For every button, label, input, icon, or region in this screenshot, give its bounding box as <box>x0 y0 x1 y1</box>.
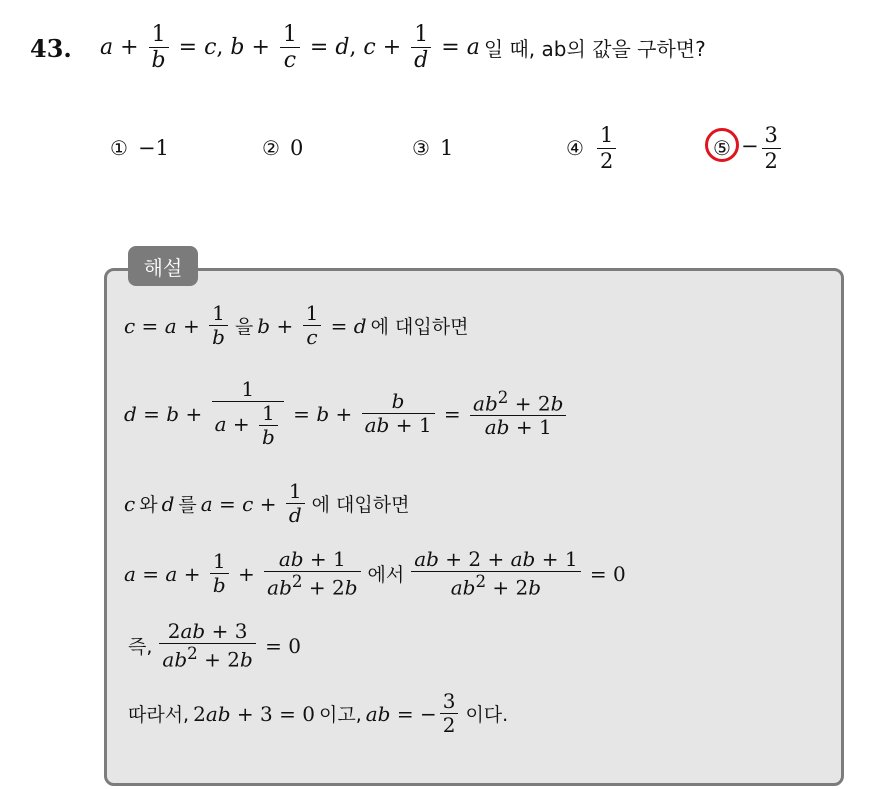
choice-2-mark: ② <box>262 136 280 160</box>
choice-4-value: $\frac{1}{2}$ <box>597 123 616 172</box>
choice-3-value: 1 <box>439 136 454 160</box>
choice-1-mark: ① <box>110 136 128 160</box>
solution-line-1: c = a + $\frac{1}{b}$ 을 b + $\frac{1}{c}$ = d 에 대입하면 <box>124 301 469 349</box>
choice-3-mark: ③ <box>412 136 430 160</box>
question-number: 43. <box>30 34 72 63</box>
question <box>30 22 870 82</box>
choice-5[interactable] <box>713 118 784 178</box>
choice-3[interactable] <box>412 118 453 178</box>
choice-5-value: − $\frac{3}{2}$ <box>741 123 784 172</box>
selected-answer-circle <box>705 128 739 162</box>
choice-4-mark: ④ <box>566 136 584 160</box>
solution-tag: 해설 <box>128 246 198 286</box>
choice-5-mark: ⑤ <box>713 136 731 160</box>
solution-line-5: 즉, $\frac{2ab + 3}{ab^2 + 2b}$ = 0 <box>128 619 301 672</box>
choice-2[interactable] <box>262 118 303 178</box>
solution-line-6: 따라서, 2 ab + 3 = 0 이고, ab = − $\frac{3}{2}$ 이다. <box>128 689 509 737</box>
choice-4[interactable] <box>566 118 619 178</box>
solution-line-4: a = a + $\frac{1}{b}$ + $\frac{ab + 1}{ab^2 + 2b}$ 에서 $\frac{ab + 2 + ab + 1}{ab^2 + 2b}$ = 0 <box>124 547 626 600</box>
solution-line-3: c 와 d 를 a = c + $\frac{1}{d}$ 에 대입하면 <box>124 479 410 527</box>
solution-content <box>124 290 824 770</box>
question-stem: a + $\frac{1}{b}$ = c , b + $\frac{1}{c}$ = d , c + $\frac{1}{d}$ = a 일 때, ab의 값을 구하면? <box>100 22 706 74</box>
choice-1-value: −1 <box>137 136 169 160</box>
question-text: 일 때, ab의 값을 구하면? <box>483 37 706 62</box>
choice-1[interactable] <box>110 118 169 178</box>
solution-line-2: d = b + 1 a + $\frac{1}{b}$ = b + $\frac{b}{ab + 1}$ = $\frac{ab^2 + 2b}{ab + 1}$ <box>124 378 569 449</box>
choice-2-value: 0 <box>289 136 304 160</box>
